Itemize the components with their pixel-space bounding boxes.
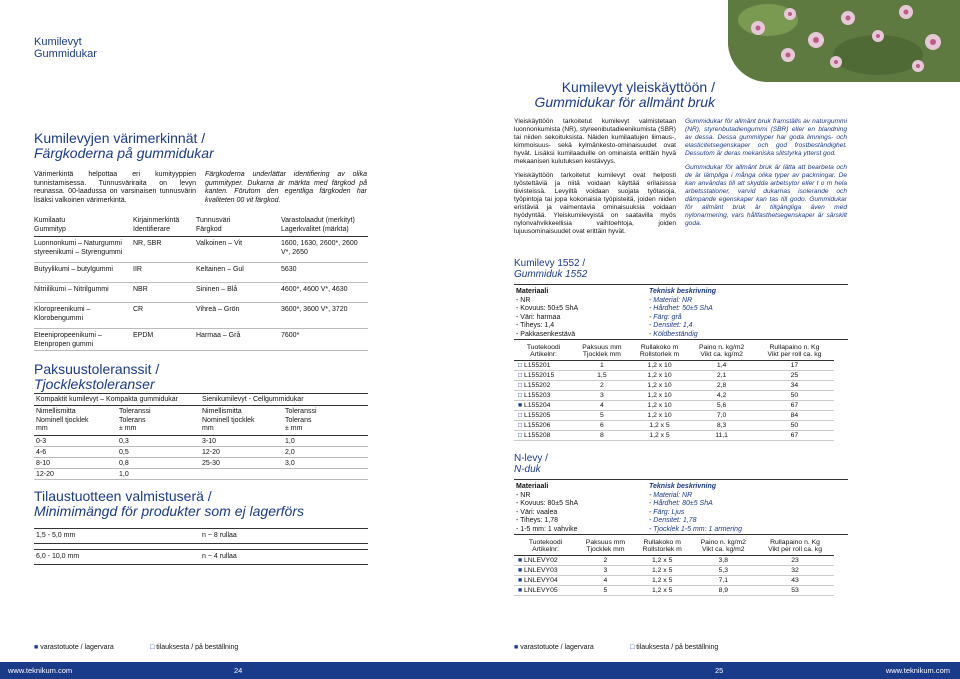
identifier: EPDM	[133, 332, 154, 339]
spec-line: - Väri: harmaa	[516, 313, 561, 321]
footer-url-right[interactable]: www.teknikum.com	[885, 666, 950, 675]
tol-groups	[34, 394, 368, 405]
product-row	[514, 391, 834, 401]
thickness: 3	[573, 391, 631, 401]
p2-product-table	[514, 538, 834, 596]
tolerance-cell: 3-10	[202, 438, 217, 445]
thickness: 1	[573, 361, 631, 371]
color-table-header	[34, 217, 368, 235]
product-code-cell	[514, 576, 577, 586]
stock-status-icon: ■	[518, 567, 523, 574]
thickness: 2	[577, 556, 634, 566]
color-name: Keltainen – Gul	[196, 266, 244, 273]
tol-hdr-1: Nimellismitta Nominell tjocklek mm	[36, 408, 89, 432]
product-code-cell	[514, 401, 573, 411]
product-header-cell: Paksuus mm Tjocklek mm	[585, 539, 626, 553]
product-row	[514, 576, 834, 586]
weight-per-m2: 3,8	[691, 556, 757, 566]
thickness: 1,5	[573, 371, 631, 381]
color-name: Vihreä – Grön	[196, 306, 240, 313]
thickness: 2	[573, 381, 631, 391]
product-code-cell	[514, 391, 573, 401]
product-code: L155204	[524, 402, 551, 409]
product-code-cell	[514, 411, 573, 421]
stock-status-icon: ■	[518, 577, 523, 584]
general-purpose-title	[534, 80, 715, 110]
gp-para-sv-2: Gummidukar för allmänt bruk är lätta att bearbeta och de är lämpliga i många olika typer av packningar. De kan användas till att skydda arbetsytor eller t o m hela arbetsstationer, varvid dukarnas isolerande och dämpande egenskaper kan tas till godo. Gummidukar för allmänt bruk är tillgängliga även med nylonarmering, vars hållfasthetsegenskaper är särskilt goda.	[685, 164, 847, 227]
roll-size: 1,2 x 10	[631, 381, 689, 391]
spec-line: - NR	[516, 296, 531, 304]
roll-size: 1,2 x 5	[634, 566, 691, 576]
color-title-fi: Kumilevyjen värimerkinnät /	[34, 130, 206, 146]
spec-line: - Tjocklek 1-5 mm: 1 armering	[649, 525, 742, 533]
color-coding-title	[34, 131, 214, 161]
color-row-divider	[34, 350, 368, 351]
product-header-cell: Tuotekoodi Artikelnr:	[528, 539, 563, 553]
hdr-type: Kumilaatu Gummityp	[34, 217, 66, 233]
p2-material: Materiaali - NR - Kovuus: 80±5 ShA - Väri: vaalea - Tiheys: 1,78 - 1-5 mm: 1 vahvike	[516, 483, 579, 533]
tol-hdr-3: Nimellismitta Nominell tjocklek mm	[202, 408, 255, 432]
spec-line: - Densitet: 1,78	[649, 517, 697, 524]
color-row-divider	[34, 282, 368, 283]
gum-type: Luonnonkumi – Naturgummi styreenikumi – Styrengummi	[34, 240, 123, 256]
right-legend-stock: ■ varastotuote / lagervara	[514, 644, 594, 651]
spec-line: - Material: NR	[649, 491, 693, 499]
product-code-cell	[514, 566, 577, 576]
flower-illustration	[728, 0, 960, 82]
product-code-cell	[514, 361, 573, 371]
p1-title-sv: Gummiduk 1552	[514, 269, 588, 280]
tolerance-cell: 2,0	[285, 449, 295, 456]
spec-line: - Köldbeständig	[649, 330, 698, 338]
stock-status-icon: ■	[518, 557, 523, 564]
product-header-cell: Paino n. kg/m2 Vikt ca. kg/m2	[698, 344, 745, 358]
product-row	[514, 566, 834, 576]
min-title-fi: Tilaustuotteen valmistuserä /	[34, 488, 212, 504]
stock-status-icon: ■	[518, 402, 523, 409]
tolerance-row	[34, 469, 368, 480]
tolerance-cell: 4-6	[36, 449, 47, 456]
product-header-cell: Rullapaino n. Kg Vikt per roll ca. kg	[768, 539, 822, 553]
stock-marker-icon: ■	[514, 644, 519, 651]
spec-line: - Kovuus: 50±5 ShA	[516, 305, 579, 312]
roll-weight: 23	[756, 556, 834, 566]
color-row-divider	[34, 262, 368, 263]
left-legend-order: □ tilauksesta / på beställning	[150, 644, 239, 651]
product-header-cell: Paino n. kg/m2 Vikt ca. kg/m2	[700, 539, 746, 553]
product-header-cell: Paksuus mm Tjocklek mm	[582, 344, 622, 358]
roll-weight: 32	[756, 566, 834, 576]
spec-line: - Densitet: 1,4	[649, 322, 693, 329]
spec-line: - Hårdhet: 50±5 ShA	[649, 305, 713, 312]
footer-url-left[interactable]: www.teknikum.com	[8, 666, 73, 675]
tol-group-cell: Sienikumilevyt - Cellgummidukar	[202, 396, 304, 403]
roll-size: 1,2 x 5	[634, 556, 691, 566]
min-qty: n ~ 4 rullaa	[202, 553, 237, 560]
roll-size: 1,2 x 5	[631, 421, 689, 431]
thickness: 8	[573, 431, 631, 441]
spec-line: - Material: NR	[649, 296, 693, 304]
product-row	[514, 556, 834, 566]
p2-spec	[514, 479, 848, 535]
identifier: IIR	[133, 266, 142, 273]
stock-quality: 4600*, 4600 V*, 4630	[281, 286, 348, 293]
product-code: LNLEVY05	[524, 587, 558, 594]
gp-title-sv: Gummidukar för allmänt bruk	[534, 94, 715, 110]
product-table-header	[514, 538, 834, 556]
product-row	[514, 411, 834, 421]
tol-hdr-4: Toleranssi Tolerans ± mm	[285, 408, 317, 432]
min-size: 6,0 - 10,0 mm	[36, 553, 80, 560]
left-header	[34, 36, 97, 60]
min-size: 1,5 - 5,0 mm	[36, 532, 76, 539]
p1-spec	[514, 284, 848, 340]
product-code: L155202	[524, 382, 551, 389]
spec-line: - NR	[516, 491, 531, 499]
product-code: LNLEVY04	[524, 577, 558, 584]
spec-line: - Färg: grå	[649, 313, 682, 321]
product-header-cell: Rullakoko m Rollstorlek m	[642, 539, 682, 553]
tolerance-title	[34, 362, 294, 392]
tolerance-cell: 12-20	[202, 449, 220, 456]
footer-bar	[0, 662, 960, 679]
roll-weight: 67	[755, 431, 834, 441]
p1-product-table	[514, 343, 834, 441]
gum-type: Eteenipropeenikumi – Etenpropen gummi	[34, 332, 102, 348]
thickness: 5	[577, 586, 634, 596]
product-code: LNLEVY02	[524, 557, 558, 564]
roll-weight: 17	[755, 361, 834, 371]
spec-line: - Väri: vaalea	[516, 508, 558, 516]
product-code: L155206	[524, 422, 551, 429]
weight-per-m2: 8,3	[688, 421, 755, 431]
roll-weight: 67	[755, 401, 834, 411]
tol-title-fi: Paksuustoleranssit /	[34, 361, 160, 377]
stock-quality: 7600*	[281, 332, 300, 339]
hdr-stock: Varastolaadut (merkityt) Lagerkvalitet (märkta)	[281, 217, 355, 233]
roll-weight: 84	[755, 411, 834, 421]
tol-group-compact: Kompaktit kumilevyt – Kompakta gummidukar	[36, 396, 178, 403]
product-code-cell	[514, 556, 577, 566]
roll-weight: 50	[755, 421, 834, 431]
min-row	[34, 529, 368, 543]
tolerance-cell: 12-20	[36, 471, 54, 478]
spec-line: - Färg: Ljus	[649, 508, 685, 516]
color-name: Valkoinen – Vit	[196, 240, 243, 247]
product-row	[514, 421, 834, 431]
roll-size: 1,2 x 10	[631, 411, 689, 421]
right-legend-order: □ tilauksesta / på beställning	[630, 644, 719, 651]
spec-line: - 1-5 mm: 1 vahvike	[516, 525, 578, 533]
color-table-row	[34, 332, 368, 350]
product-code: LNLEVY03	[524, 567, 558, 574]
product-header-cell: Tuotekoodi Artikelnr:	[526, 344, 561, 358]
stock-marker-icon: ■	[34, 644, 39, 651]
flower-photo	[728, 0, 960, 82]
intro-sv: Färgkoderna underlättar identifiering av olika gummityper. Dukarna är märkta med färgkod på kanten. Förutom den egentliga färgkoden har kvaliteten 00 vit färgkod.	[205, 171, 367, 204]
gp-title-fi: Kumilevyt yleiskäyttöön /	[561, 79, 715, 95]
product-code: L155205	[524, 412, 551, 419]
color-title-sv: Färgkoderna på gummidukar	[34, 145, 214, 161]
identifier: NR, SBR	[133, 240, 162, 247]
tolerance-cell: 0-3	[36, 438, 47, 445]
tolerance-table	[34, 393, 368, 480]
color-name: Harmaa – Grå	[196, 332, 241, 339]
tol-title-sv: Tjocklekstoleranser	[34, 376, 155, 392]
product-code-cell	[514, 586, 577, 596]
left-header-line1: Kumilevyt	[34, 36, 82, 48]
roll-size: 1,2 x 5	[634, 586, 691, 596]
roll-size: 1,2 x 10	[631, 391, 689, 401]
gp-para-fi-1: Yleiskäyttöön tarkoitetut kumilevyt valmistetaan luonnonkumista (NR), styreenibutadieenikumista (SBR) tai niiden sekoituksista. Näiden kumilaatujen liimaus-, kimmoisuus- sekä kylmänkesto-ominaisuudet ovat hyvät. Lisäksi kumilaaduille on ominaista erittäin hyvä mekaanisen kulutuksen kestävyys.	[514, 118, 676, 165]
thickness: 4	[577, 576, 634, 586]
roll-size: 1,2 x 10	[631, 371, 689, 381]
tolerance-cell: 1,0	[119, 471, 129, 478]
product-code: L155208	[524, 432, 551, 439]
min-qty: n ~ 8 rullaa	[202, 532, 237, 539]
product-code-cell	[514, 371, 573, 381]
thickness: 6	[573, 421, 631, 431]
stock-status-icon: □	[518, 392, 523, 399]
weight-per-m2: 4,2	[688, 391, 755, 401]
color-row-divider	[34, 302, 368, 303]
product-table-header	[514, 343, 834, 361]
product-n-title	[514, 453, 548, 475]
p2-title-sv: N-duk	[514, 464, 541, 475]
tol-hdr-2: Toleranssi Tolerans ± mm	[119, 408, 151, 432]
color-table-row	[34, 306, 368, 328]
tol-headers	[34, 406, 368, 435]
product-code-cell	[514, 431, 573, 441]
color-row-divider	[34, 328, 368, 329]
page-number-left: 24	[234, 666, 243, 675]
roll-weight: 53	[756, 586, 834, 596]
product-row	[514, 361, 834, 371]
identifier: CR	[133, 306, 144, 313]
stock-status-icon: □	[518, 412, 523, 419]
roll-weight: 50	[755, 391, 834, 401]
tolerance-cell: 8-10	[36, 460, 51, 467]
gp-para-fi-2: Yleiskäyttöön tarkoitetut kumilevyt ovat helposti työstettäviä ja niitä voidaan käyttää erilaisissa tiivisteissä. Levyiltä voidaan suojata työtasoja, työpintoja tai jopa kokonaisia työpisteitä, joiden niiden eristäviä ja vaimentavia ominaisuuksia voidaan hyödyntää. Yleiskumilevyistä on saatavilla myös nylonvahvikkeellisia vaihtoehtoja, joiden lujuusominaisuudet ovat erittäin hyvät.	[514, 172, 676, 235]
product-row	[514, 586, 834, 596]
product-row	[514, 401, 834, 411]
roll-size: 1,2 x 5	[634, 576, 691, 586]
gum-type: Kloropreenikumi – Klorobengummi	[34, 306, 91, 322]
tolerance-cell: 0,5	[119, 449, 129, 456]
product-code: L155203	[524, 392, 551, 399]
gum-type: Butyylikumi – butylgummi	[34, 266, 113, 273]
weight-per-m2: 2,1	[688, 371, 755, 381]
gp-text-fi	[514, 118, 676, 236]
roll-weight: 34	[755, 381, 834, 391]
stock-status-icon: □	[518, 382, 523, 389]
product-code: L1552015	[524, 372, 555, 379]
left-legend-stock: ■ varastotuote / lagervara	[34, 644, 114, 651]
minimum-title	[34, 489, 354, 519]
weight-per-m2: 8,9	[691, 586, 757, 596]
tolerance-cell: 1,0	[285, 438, 295, 445]
color-code-table	[34, 217, 368, 351]
weight-per-m2: 1,4	[688, 361, 755, 371]
spec-line: - Hårdhet: 80±5 ShA	[649, 500, 713, 507]
thickness: 3	[577, 566, 634, 576]
p1-technical: Teknisk beskrivning - Material: NR - Hårdhet: 50±5 ShA - Färg: grå - Densitet: 1,4 - Köldbeständig	[649, 288, 717, 338]
intro-fi: Värimerkintä helpottaa eri kumityyppien tunnistamisessa. Tunnusväriraita on levyn reunassa. 00-laadussa on varsinaisen tunnusvärin lisäksi valkoinen värimerkintä.	[34, 171, 196, 204]
product-code-cell	[514, 381, 573, 391]
hdr-color: Tunnusväri Färgkod	[196, 217, 231, 233]
stock-status-icon: □	[518, 372, 523, 379]
product-code: L155201	[524, 362, 551, 369]
p1-material: Materiaali - NR - Kovuus: 50±5 ShA - Väri: harmaa - Tiheys: 1,4 - Pakkasenkestävä	[516, 288, 579, 338]
stock-status-icon: □	[518, 422, 523, 429]
gp-para-sv-1: Gummidukar för allmänt bruk framställs av naturgummi (NR), styrenbutadiengummi (SBR) eller en blandning av dessa. Dessa gummityper har goda limnings- och elasticitetsegenskaper och god frostbeständighet. Dessutom är deras mekaniska slitstyrka ytterst god.	[685, 118, 847, 157]
spec-line: - Kovuus: 80±5 ShA	[516, 500, 579, 507]
stock-status-icon: ■	[518, 587, 523, 594]
tolerance-cell: 3,0	[285, 460, 295, 467]
product-row	[514, 381, 834, 391]
gp-text-sv	[685, 118, 847, 228]
weight-per-m2: 5,3	[691, 566, 757, 576]
tolerance-cell: 0,8	[119, 460, 129, 467]
thickness: 5	[573, 411, 631, 421]
product-row	[514, 431, 834, 441]
stock-status-icon: □	[518, 432, 523, 439]
color-table-row	[34, 240, 368, 262]
product-code-cell	[514, 421, 573, 431]
tolerance-row	[34, 447, 368, 458]
p2-technical: Teknisk beskrivning - Material: NR - Hårdhet: 80±5 ShA - Färg: Ljus - Densitet: 1,78 - Tjocklek 1-5 mm: 1 armering	[649, 483, 742, 533]
spec-line: - Tiheys: 1,4	[516, 322, 555, 329]
roll-weight: 43	[756, 576, 834, 586]
color-table-row	[34, 286, 368, 302]
color-table-row	[34, 266, 368, 282]
weight-per-m2: 11,1	[688, 431, 755, 441]
weight-per-m2: 7,1	[691, 576, 757, 586]
stock-status-icon: □	[518, 362, 523, 369]
spec-line: - Tiheys: 1,78	[516, 517, 559, 524]
tolerance-row	[34, 436, 368, 447]
stock-quality: 3600*, 3600 V*, 3720	[281, 306, 348, 313]
roll-size: 1,2 x 10	[631, 361, 689, 371]
roll-weight: 25	[755, 371, 834, 381]
minimum-table	[34, 528, 368, 565]
stock-quality: 1600, 1630, 2600*, 2600 V*, 2650	[281, 240, 358, 256]
weight-per-m2: 5,6	[688, 401, 755, 411]
hdr-id: Kirjainmerkintä Identifierare	[133, 217, 180, 233]
left-header-line2: Gummidukar	[34, 48, 97, 60]
spec-line: - Pakkasenkestävä	[516, 330, 576, 338]
order-marker-icon: □	[630, 644, 635, 651]
product-header-cell: Rullakoko m Rollstorlek m	[639, 344, 680, 358]
p2-title-fi: N-levy /	[514, 453, 548, 464]
product-1552-title	[514, 258, 587, 280]
page-number-right: 25	[715, 666, 724, 675]
order-marker-icon: □	[150, 644, 155, 651]
tolerance-cell: 25-30	[202, 460, 220, 467]
product-row	[514, 371, 834, 381]
thickness: 4	[573, 401, 631, 411]
min-row	[34, 550, 368, 564]
tolerance-row	[34, 458, 368, 469]
color-name: Sininen – Blå	[196, 286, 238, 293]
p1-title-fi: Kumilevy 1552 /	[514, 258, 586, 269]
tolerance-cell: 0,3	[119, 438, 129, 445]
weight-per-m2: 2,8	[688, 381, 755, 391]
weight-per-m2: 7,0	[688, 411, 755, 421]
product-header-cell: Rullapaino n. Kg Vikt per roll ca. kg	[767, 344, 822, 358]
identifier: NBR	[133, 286, 148, 293]
min-title-sv: Minimimängd för produkter som ej lagerförs	[34, 503, 304, 519]
roll-size: 1,2 x 10	[631, 401, 689, 411]
stock-quality: 5630	[281, 266, 297, 273]
gum-type: Nitriilikumi – Nitrilgummi	[34, 286, 109, 293]
roll-size: 1,2 x 5	[631, 431, 689, 441]
